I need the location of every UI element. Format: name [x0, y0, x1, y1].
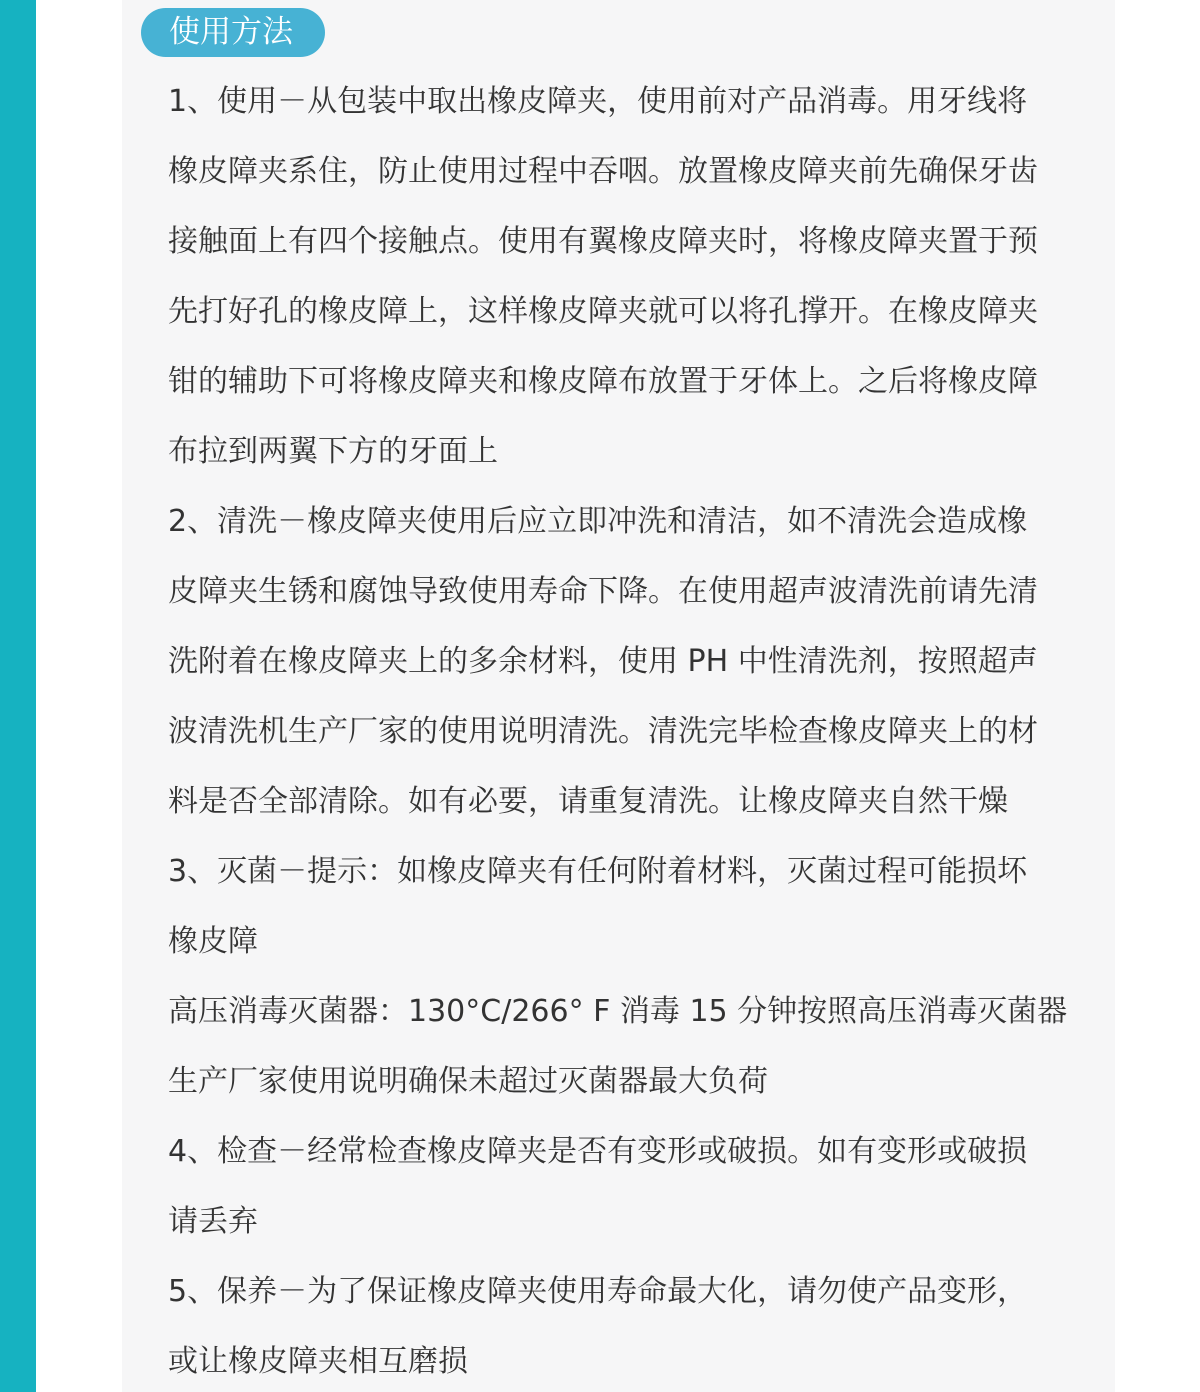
text-line: 橡皮障夹系住，防止使用过程中吞咽。放置橡皮障夹前先确保牙齿: [168, 154, 1038, 189]
text-line: 橡皮障: [168, 924, 258, 959]
text-line: 钳的辅助下可将橡皮障夹和橡皮障布放置于牙体上。之后将橡皮障: [168, 364, 1038, 399]
left-accent-bar: [0, 0, 36, 1392]
text-line: 高压消毒灭菌器：130°C/266° F 消毒 15 分钟按照高压消毒灭菌器: [168, 994, 1068, 1029]
instructions-text: [168, 67, 1113, 1392]
text-line: 波清洗机生产厂家的使用说明清洗。清洗完毕检查橡皮障夹上的材: [168, 714, 1038, 749]
text-line: 4、检查－经常检查橡皮障夹是否有变形或破损。如有变形或破损: [168, 1134, 1028, 1169]
text-line: 2、清洗－橡皮障夹使用后应立即冲洗和清洁，如不清洗会造成橡: [168, 504, 1028, 539]
text-line: 接触面上有四个接触点。使用有翼橡皮障夹时，将橡皮障夹置于预: [168, 224, 1038, 259]
text-line: 或让橡皮障夹相互磨损: [168, 1344, 468, 1379]
text-line: 请丢弃: [168, 1204, 258, 1239]
text-line: 料是否全部清除。如有必要，请重复清洗。让橡皮障夹自然干燥: [168, 784, 1008, 819]
text-line: 生产厂家使用说明确保未超过灭菌器最大负荷: [168, 1064, 768, 1099]
section-title-tag: 使用方法: [141, 8, 325, 57]
text-line: 3、灭菌－提示：如橡皮障夹有任何附着材料，灭菌过程可能损坏: [168, 854, 1028, 889]
text-line: 1、使用－从包装中取出橡皮障夹，使用前对产品消毒。用牙线将: [168, 84, 1028, 119]
text-line: 先打好孔的橡皮障上，这样橡皮障夹就可以将孔撑开。在橡皮障夹: [168, 294, 1038, 329]
text-line: 布拉到两翼下方的牙面上: [168, 434, 498, 469]
text-line: 5、保养－为了保证橡皮障夹使用寿命最大化，请勿使产品变形，: [168, 1274, 1028, 1309]
text-line: 皮障夹生锈和腐蚀导致使用寿命下降。在使用超声波清洗前请先清: [168, 574, 1038, 609]
text-line: 洗附着在橡皮障夹上的多余材料，使用 PH 中性清洗剂，按照超声: [168, 644, 1038, 679]
